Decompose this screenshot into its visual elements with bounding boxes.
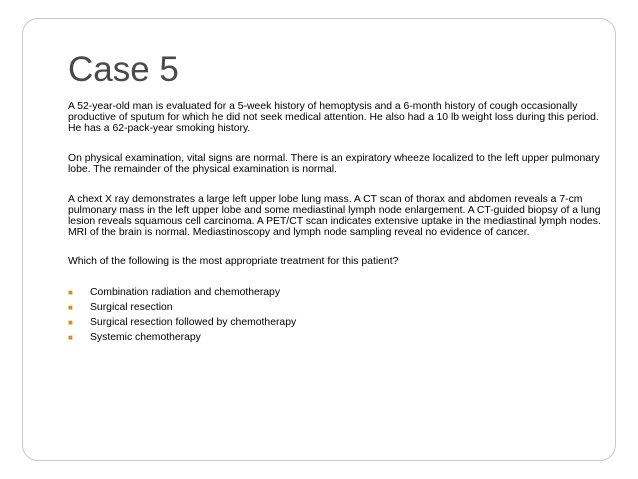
answer-choice-c (68, 315, 608, 330)
answer-choice-d (68, 330, 608, 345)
square-bullet-icon: ■ (68, 288, 73, 297)
answer-choice-label: Combination radiation and chemotherapy (90, 287, 281, 298)
answer-choice-b (68, 300, 608, 315)
physical-exam-paragraph: On physical examination, vital signs are normal. There is an expiratory wheeze localized to the left upper pulmonary lobe. The remainder of the physical examination is normal. (68, 153, 600, 175)
square-bullet-icon: ■ (68, 318, 73, 327)
answer-choice-label: Systemic chemotherapy (90, 332, 201, 343)
square-bullet-icon: ■ (68, 303, 73, 312)
slide-title: Case 5 (68, 50, 179, 89)
answer-choices-list (68, 285, 608, 345)
slide-body (68, 101, 608, 345)
imaging-findings-paragraph: A chext X ray demonstrates a large left upper lobe lung mass. A CT scan of thorax and abdomen reveals a 7-cm pulmonary mass in the left upper lobe and some mediastinal lymph node enlargement. A CT-guided biopsy of a lung lesion reveals squamous cell carcinoma. A PET/CT scan indicates extensive uptake in the mediastinal lymph nodes. MRI of the brain is normal. Mediastinoscopy and lymph node sampling reveal no evidence of cancer. (68, 194, 601, 238)
answer-choice-label: Surgical resection (90, 302, 173, 313)
question-text: Which of the following is the most appropriate treatment for this patient? (68, 256, 399, 267)
answer-choice-label: Surgical resection followed by chemotherapy (90, 317, 297, 328)
case-history-paragraph: A 52-year-old man is evaluated for a 5-week history of hemoptysis and a 6-month history of cough occasionally productive of sputum for which he did not seek medical attention. He also had a 10 lb weight loss during this period. He has a 62-pack-year smoking history. (68, 101, 599, 134)
answer-choice-a (68, 285, 608, 300)
square-bullet-icon: ■ (68, 333, 73, 342)
